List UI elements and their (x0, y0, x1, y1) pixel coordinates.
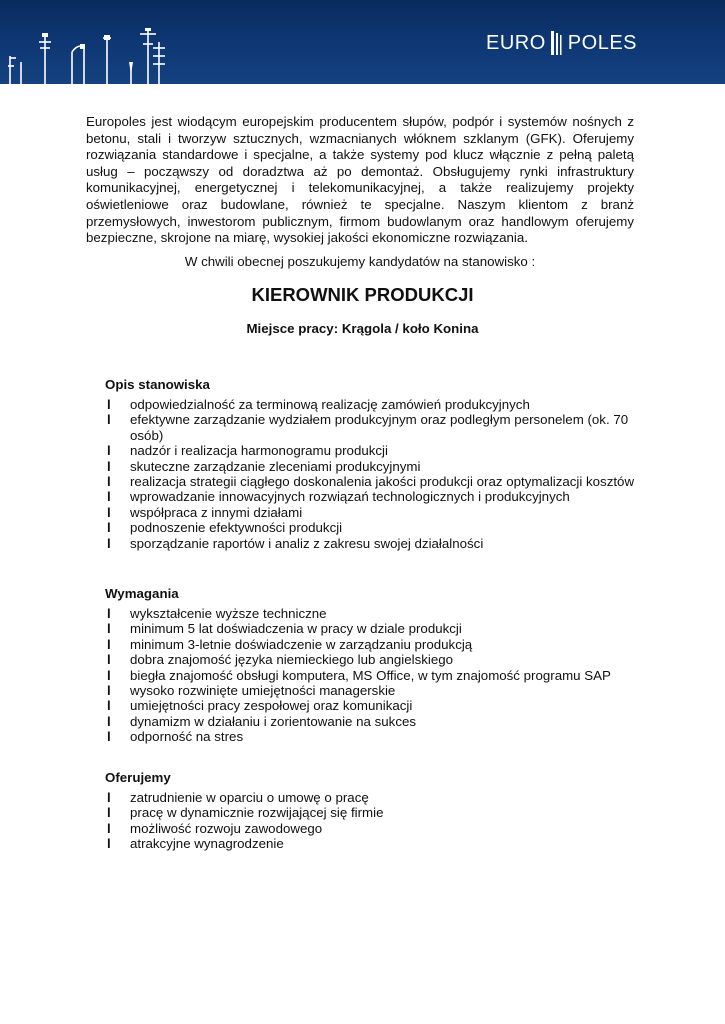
list-item (105, 412, 635, 443)
logo-text-euro: EURO (486, 31, 546, 54)
list-item (105, 474, 635, 489)
list-item-text: minimum 5 lat doświadczenia w pracy w dziale produkcji (130, 621, 462, 637)
bullet-marker: l (107, 520, 111, 536)
list-item (105, 536, 635, 551)
logo-mark-icon (550, 31, 564, 55)
job-title: KIEROWNIK PRODUKCJI (251, 284, 474, 305)
list-item (105, 729, 635, 744)
section-heading: Oferujemy (105, 770, 171, 785)
bullet-list (105, 606, 635, 745)
list-item-text: biegła znajomość obsługi komputera, MS Office, w tym znajomość programu SAP (130, 667, 611, 683)
list-item-text: wysoko rozwinięte umiejętności managerskie (130, 683, 396, 699)
bullet-marker: l (107, 606, 111, 621)
bullet-marker: l (107, 489, 111, 505)
europoles-logo (486, 30, 637, 56)
job-location: Miejsce pracy: Krągola / koło Konina (246, 321, 479, 336)
list-item (105, 505, 635, 520)
list-item-text: zatrudnienie w oparciu o umowę o pracę (130, 790, 369, 805)
list-item (105, 459, 635, 474)
section-heading: Opis stanowiska (105, 377, 210, 392)
bullet-marker: l (107, 412, 111, 428)
bullet-marker: l (107, 504, 111, 520)
list-item (105, 790, 635, 805)
list-item-text: pracę w dynamicznie rozwijającej się firmie (130, 805, 384, 821)
bullet-marker: l (107, 474, 111, 490)
logo-text-poles: POLES (567, 31, 637, 54)
list-item-text: umiejętności pracy zespołowej oraz komunikacji (130, 698, 413, 714)
bullet-marker: l (107, 836, 111, 852)
bullet-marker: l (107, 820, 111, 836)
list-item-text: sporządzanie raportów i analiz z zakresu swojej działalności (130, 535, 484, 551)
list-item (105, 836, 635, 851)
section-oferujemy (105, 770, 635, 852)
bullet-marker: l (107, 805, 111, 821)
header-banner (0, 0, 725, 84)
bullet-marker: l (107, 729, 111, 745)
list-item (105, 652, 635, 667)
list-item-text: nadzór i realizacja harmonogramu produkcji (130, 443, 388, 459)
list-item-text: dobra znajomość języka niemieckiego lub angielskiego (130, 652, 454, 668)
list-item (105, 698, 635, 713)
list-item (105, 637, 635, 652)
bullet-marker: l (107, 535, 111, 551)
list-item (105, 606, 635, 621)
section-wymagania (105, 586, 635, 745)
list-item (105, 668, 635, 683)
list-item-text: skuteczne zarządzanie zleceniami produkcyjnymi (130, 458, 421, 474)
list-item (105, 805, 635, 820)
list-item (105, 520, 635, 535)
list-item-text: realizacja strategii ciągłego doskonalenia jakości produkcji oraz optymalizacji kosztów (130, 474, 635, 490)
list-item-text: odpowiedzialność za terminową realizację zamówień produkcyjnych (130, 397, 530, 412)
poles-illustration (0, 0, 200, 84)
bullet-marker: l (107, 621, 111, 637)
list-item (105, 821, 635, 836)
list-item (105, 714, 635, 729)
seeking-line: W chwili obecnej poszukujemy kandydatów na stanowisko : (184, 254, 536, 269)
bullet-marker: l (107, 397, 111, 412)
bullet-marker: l (107, 667, 111, 683)
bullet-marker: l (107, 636, 111, 652)
list-item-text: minimum 3-letnie doświadczenie w zarządzaniu produkcją (130, 636, 473, 652)
bullet-list (105, 397, 635, 551)
bullet-marker: l (107, 652, 111, 668)
list-item-text: odporność na stres (130, 729, 244, 745)
list-item (105, 489, 635, 504)
bullet-marker: l (107, 713, 111, 729)
intro-paragraph: Europoles jest wiodącym europejskim producentem słupów, podpór i systemów nośnych z betonu, stali i tworzyw sztucznych, wzmacnianych włóknem szklanym (GFK). Oferujemy rozwiązania standardowe i specjalne, a także systemy pod klucz włącznie z pełną paletą usług – począwszy od doradztwa aż po demontaż. Obsługujemy rynki infrastruktury komunikacyjnej, energetycznej i telekomunikacyjnej, a także realizujemy projekty oświetleniowe oraz budowlane, również te specjalne. Naszym klientom z branż przemysłowych, inwestorom publicznym, firmom budowlanym oraz handlowym oferujemy bezpieczne, skrojone na miarę, wysokiej jakości ekonomiczne rozwiązania. (86, 114, 634, 246)
list-item-text: możliwość rozwoju zawodowego (130, 820, 323, 836)
list-item-text: dynamizm w działaniu i zorientowanie na sukces (130, 713, 417, 729)
list-item (105, 397, 635, 412)
list-item (105, 683, 635, 698)
list-item (105, 443, 635, 458)
list-item-text: współpraca z innymi działami (130, 504, 303, 520)
bullet-marker: l (107, 458, 111, 474)
list-item-text: wprowadzanie innowacyjnych rozwiązań technologicznych i produkcyjnych (130, 489, 570, 505)
list-item-text: wykształcenie wyższe techniczne (130, 606, 327, 621)
bullet-list (105, 790, 635, 852)
list-item-text: efektywne zarządzanie wydziałem produkcyjnym oraz podległym personelem (ok. 70 osób) (130, 412, 629, 443)
section-opis-stanowiska (105, 377, 635, 551)
bullet-marker: l (107, 683, 111, 699)
list-item (105, 621, 635, 636)
list-item-text: atrakcyjne wynagrodzenie (130, 836, 284, 852)
intro-block (86, 114, 634, 247)
list-item-text: podnoszenie efektywności produkcji (130, 520, 343, 536)
bullet-marker: l (107, 698, 111, 714)
section-heading: Wymagania (105, 586, 179, 601)
bullet-marker: l (107, 790, 111, 805)
bullet-marker: l (107, 443, 111, 459)
